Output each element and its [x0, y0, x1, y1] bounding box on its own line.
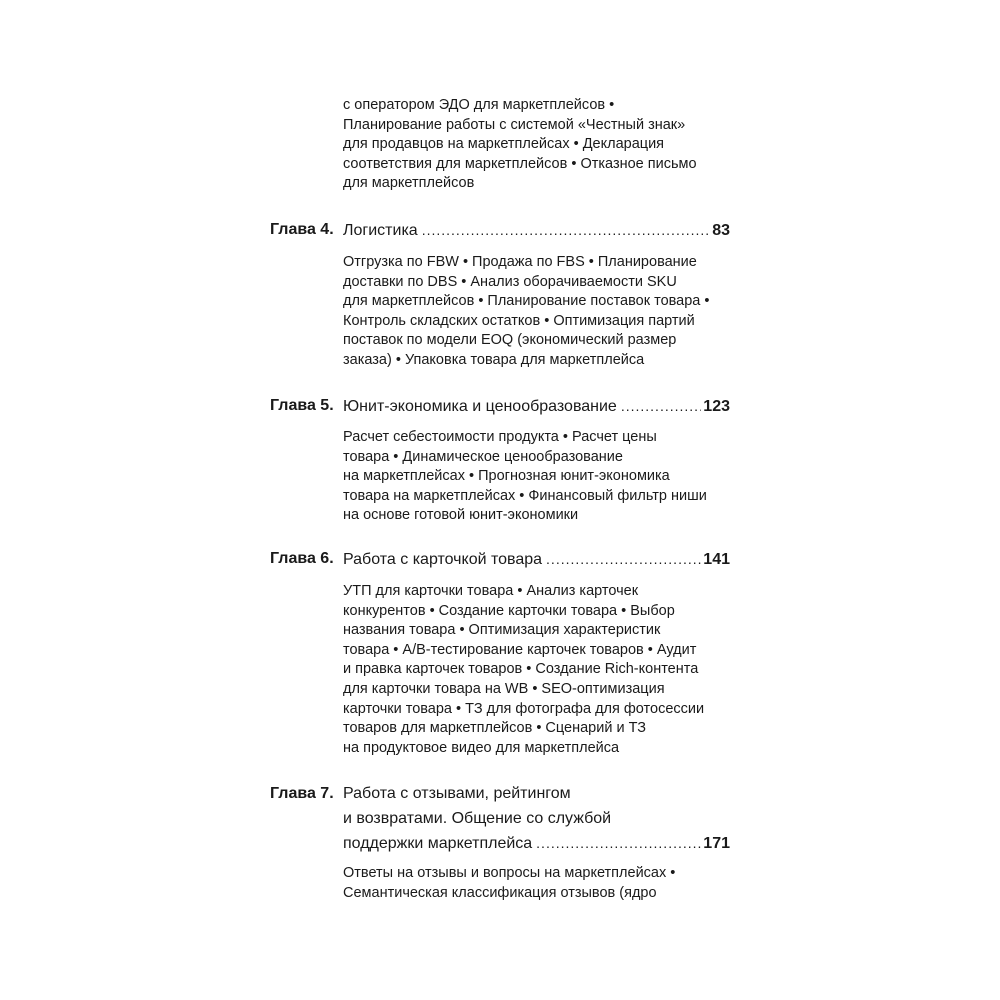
dot-leader — [546, 547, 701, 572]
dot-leader — [536, 831, 701, 856]
desc-line: соответствия для маркетплейсов • Отказное письмо — [343, 155, 697, 172]
desc-line: для продавцов на маркетплейсах • Декларация — [343, 136, 665, 153]
dot-leader — [621, 394, 701, 419]
chapter-5-description — [343, 428, 743, 526]
desc-line: Семантическая классификация отзывов (ядро — [343, 884, 657, 901]
desc-line: на продуктовое видео для маркетплейса — [343, 739, 620, 756]
toc-entry-line — [343, 394, 730, 420]
desc-line: товара на маркетплейсах • Финансовый фильтр ниши — [343, 487, 707, 504]
toc-entry-line — [343, 218, 730, 244]
chapter-6-page-number: 141 — [703, 551, 730, 568]
chapter-4-label: Глава 4. — [270, 221, 334, 238]
desc-line: названия товара • Оптимизация характеристик — [343, 622, 661, 639]
chapter-7-title: поддержки маркетплейса — [343, 835, 533, 852]
chapter-5-heading[interactable] — [343, 394, 730, 420]
desc-line: Ответы на отзывы и вопросы на маркетплейсах • — [343, 865, 676, 881]
desc-line: на основе готовой юнит-экономики — [343, 507, 579, 524]
desc-line: для маркетплейсов • Планирование поставок товара • — [343, 293, 710, 310]
chapter-5-label: Глава 5. — [270, 397, 334, 414]
desc-line: и правка карточек товаров • Создание Rich-контента — [343, 661, 699, 678]
toc-entry-line — [343, 547, 730, 573]
desc-line: Планирование работы с системой «Честный знак» — [343, 116, 686, 133]
chapter-4-page-number: 83 — [712, 222, 730, 239]
dot-leader — [422, 218, 711, 243]
chapter-6-description — [343, 582, 743, 758]
chapter-6-title: Работа с карточкой товара — [343, 551, 543, 568]
desc-line: Контроль складских остатков • Оптимизация партий — [343, 312, 695, 329]
chapter-4-title: Логистика — [343, 222, 418, 239]
chapter-7-label: Глава 7. — [270, 785, 334, 802]
desc-line: Отгрузка по FBW • Продажа по FBS • Планирование — [343, 254, 697, 270]
toc-entry-line — [343, 831, 730, 857]
desc-line: заказа) • Упаковка товара для маркетплейса — [343, 351, 645, 368]
chapter-4-heading[interactable] — [343, 218, 730, 244]
chapter-5-title: Юнит-экономика и ценообразование — [343, 398, 617, 415]
chapter-4-description — [343, 253, 743, 371]
chapter-7-page-number: 171 — [703, 835, 730, 852]
desc-line: для маркетплейсов — [343, 175, 475, 192]
desc-line: для карточки товара на WB • SEO-оптимизация — [343, 680, 665, 697]
desc-line: поставок по модели EOQ (экономический размер — [343, 332, 677, 349]
desc-line: товара • Динамическое ценообразование — [343, 448, 623, 465]
desc-line: карточки товара • ТЗ для фотографа для фотосессии — [343, 700, 705, 717]
chapter-7-title-line: Работа с отзывами, рейтингом — [343, 785, 571, 802]
desc-line: товара • A/B-тестирование карточек товаров • Аудит — [343, 641, 697, 658]
desc-line: на маркетплейсах • Прогнозная юнит-экономика — [343, 468, 670, 485]
desc-line: Расчет себестоимости продукта • Расчет цены — [343, 429, 657, 445]
desc-line: УТП для карточки товара • Анализ карточек — [343, 583, 639, 599]
chapter-6-heading[interactable] — [343, 547, 730, 573]
desc-line: товаров для маркетплейсов • Сценарий и ТЗ — [343, 720, 647, 737]
chapter-5-page-number: 123 — [703, 398, 730, 415]
desc-line: доставки по DBS • Анализ оборачиваемости SKU — [343, 273, 677, 290]
chapter-6-label: Глава 6. — [270, 550, 334, 567]
chapter-7-title-line: и возвратами. Общение со службой — [343, 809, 612, 827]
desc-line: с оператором ЭДО для маркетплейсов • — [343, 97, 615, 113]
desc-line: конкурентов • Создание карточки товара • Выбор — [343, 602, 675, 619]
intro-description — [343, 96, 743, 194]
chapter-7-heading[interactable] — [343, 782, 730, 857]
chapter-7-description — [343, 864, 743, 903]
